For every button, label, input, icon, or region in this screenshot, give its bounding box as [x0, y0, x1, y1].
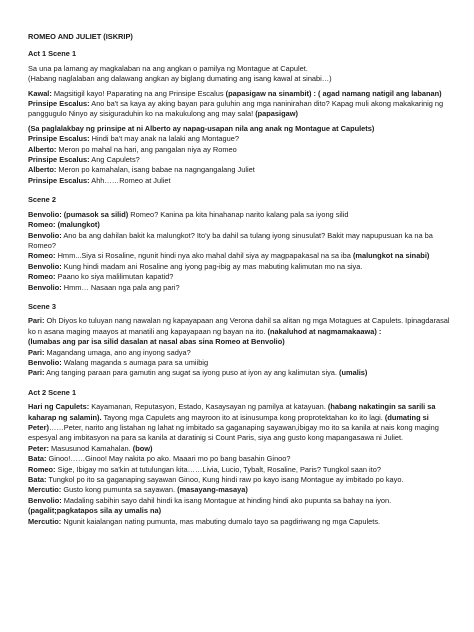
dialogue-line: [28, 496, 456, 506]
dialogue-text: Ginoo!……Ginoo! May nakita po ako. Maaari mo po bang basahin Ginoo?: [46, 454, 291, 464]
scene2: [28, 195, 456, 293]
dialogue-text: Kung hindi madam ani Rosaline ang iyong pag-ibig ay mas mabuting kalimutan mo na siya.: [61, 261, 363, 271]
speaker-name: Romeo:: [28, 272, 56, 282]
speaker-name: Prinsipe Escalus:: [28, 134, 90, 144]
stage-direction: (habang nakatingin sa sarili sa kaharap ng salamin).: [28, 402, 436, 422]
stage-direction: (pagalit;pagkatapos sila ay umalis na): [28, 506, 162, 516]
dialogue-text: Romeo? Kanina pa kita hinahanap narito kalang pala sa iyong silid: [128, 209, 349, 219]
dialogue-text: Kayamanan, Reputasyon, Estado, Kasaysayan ng pamilya at katayuan.: [89, 402, 328, 412]
stage-direction: (malungkot): [55, 220, 100, 230]
speaker-name: Benvolio:: [28, 357, 62, 367]
stage-direction: (nakaluhod at nagmamakaawa) :: [267, 326, 382, 336]
speaker-name: Bata:: [28, 454, 47, 464]
dialogue-line: [28, 283, 456, 293]
speaker-name: Benvolio:: [28, 495, 62, 505]
stage-direction: (papasigaw): [255, 109, 298, 119]
speaker-name: Romeo:: [28, 220, 56, 230]
stage-direction: (masayang-masaya): [177, 485, 248, 495]
dialogue-text: Magsitigil kayo! Paparating na ang Prinsipe Escalus: [51, 88, 226, 98]
dialogue-line: [28, 176, 456, 186]
dialogue-text: Ngunit kaialangan nating pumunta, mas mabuting dumalo tayo sa pagdiriwang ng mga Capulets.: [61, 516, 381, 526]
dialogue-text: Ano ba't sa kaya ay aking bayan para guluhin ang mga naninirahan dito? Kapag muli akong makakarinig ng panggugulo Ninyo ay sisiguraduhin ko na makukulong ang may sala!: [28, 99, 444, 119]
dialogue-text: Hmm...Siya si Rosaline, ngunit hindi nya ako mahal dahil siya ay magpapakasal na sa iba: [55, 251, 353, 261]
stage-direction: (pumasok sa silid): [61, 209, 129, 219]
speaker-name: Kawal:: [28, 88, 52, 98]
dialogue-line: [28, 358, 456, 368]
act1-scene1: [28, 49, 456, 186]
dialogue-line: [28, 262, 456, 272]
dialogue-line: [28, 99, 456, 120]
dialogue-text: Meron po kamahalan, isang babae na nagngangalang Juliet: [56, 165, 255, 175]
stage-direction: (papasigaw na sinambit) : ( agad namang natigil ang labanan): [225, 88, 442, 98]
document-title: ROMEO AND JULIET (ISKRIP): [28, 32, 133, 41]
speaker-name: Prinsipe Escalus:: [28, 155, 90, 165]
speaker-name: Mercutio:: [28, 485, 62, 495]
speaker-name: Prinsipe Escalus:: [28, 175, 90, 185]
dialogue-line: [28, 517, 456, 527]
dialogue-text: Hmm… Nasaan nga pala ang pari?: [61, 282, 180, 292]
dialogue-text: Ano ba ang dahilan bakit ka malungkot? Ito'y ba dahil sa tulang iyong sinusulat? Bakit may napupusuan ka na ba Romeo?: [28, 230, 433, 250]
dialogue-text: Ahh……Romeo at Juliet: [89, 175, 171, 185]
dialogue-text: Tungkol po ito sa gaganaping sayawan Ginoo, Kung hindi raw po kayo isang Montague ay imbitado po kayo.: [46, 475, 404, 485]
scene3: [28, 302, 456, 379]
stage-direction: (umalis): [339, 368, 368, 378]
dialogue-line: [28, 210, 456, 220]
narration-line: Sa una pa lamang ay magkalaban na ang angkan o pamilya ng Montague at Capulet.: [28, 63, 308, 73]
scene2-heading: Scene 2: [28, 195, 56, 205]
dialogue-text: Madaling sabihin sayo dahil hindi ka isang Montague at hinding hindi ako pupunta sa bahay na iyon.: [61, 495, 392, 505]
stage-direction: (lumabas ang par isa silid dasalan at nasal abas sina Romeo at Benvolio): [28, 337, 285, 347]
dialogue-line: [28, 145, 456, 155]
dialogue-text: Hindi ba't may anak na lalaki ang Montague?: [89, 134, 239, 144]
dialogue-text: Walang maganda s aumaga para sa umiibig: [61, 357, 209, 367]
stage-direction: (malungkot na sinabi): [352, 251, 430, 261]
speaker-name: Benvolio:: [28, 282, 62, 292]
dialogue-text: Oh Diyos ko tuluyan nang nawalan ng kapayapaan ang Verona dahil sa alitan ng mga Motagues at Capulets. Ipinagdarasal ko n asana maging maayos at manatili ang kapayapaan ng bayan na ito.: [28, 316, 450, 336]
dialogue-line: [28, 348, 456, 358]
dialogue-text: Masusunod Kamahalan.: [48, 443, 133, 453]
dialogue-text: Gusto kong pumunta sa sayawan.: [61, 485, 178, 495]
speaker-name: Mercutio:: [28, 516, 62, 526]
scene3-heading: Scene 3: [28, 301, 56, 311]
dialogue-text: Tayong mga Capulets ang mayroon ito at isinusumpa kong proprotektahan ko ito lagi.: [101, 412, 385, 422]
stage-direction: (dumating si Peter): [28, 412, 429, 432]
dialogue-line: [28, 165, 456, 175]
dialogue-line: [28, 454, 456, 464]
speaker-name: Hari ng Capulets:: [28, 402, 90, 412]
dialogue-text: Sige, Ibigay mo sa'kin at tutulungan kita……Livia, Lucio, Tybalt, Rosaline, Paris? Tungkol saan ito?: [55, 464, 381, 474]
dialogue-line: [28, 316, 456, 337]
stage-direction: (bow): [132, 443, 153, 453]
dialogue-text: Ang tanging paraan para gamutin ang sugat sa iyong puso at iyon ay ang kalimutan siya.: [44, 368, 340, 378]
speaker-name: Pari:: [28, 347, 45, 357]
dialogue-line: [28, 444, 456, 454]
speaker-name: Benvolio:: [28, 209, 62, 219]
stage-direction: (Sa paglalakbay ng prinsipe at ni Alberto ay napag-usapan nila ang anak ng Montague at Capulets): [28, 123, 375, 133]
act2-scene1: [28, 388, 456, 527]
dialogue-line: [28, 220, 456, 230]
dialogue-line: [28, 134, 456, 144]
speaker-name: Peter:: [28, 443, 49, 453]
speaker-name: Pari:: [28, 368, 45, 378]
act2-heading: Act 2 Scene 1: [28, 387, 77, 397]
dialogue-line: [28, 465, 456, 475]
dialogue-line: [28, 485, 456, 495]
dialogue-line: [28, 368, 456, 378]
dialogue-line: [28, 272, 456, 282]
speaker-name: Romeo:: [28, 251, 56, 261]
dialogue-text: Ang Capulets?: [89, 155, 140, 165]
dialogue-line: [28, 231, 456, 252]
dialogue-line: [28, 475, 456, 485]
dialogue-text: Paano ko siya malilimutan kapatid?: [55, 272, 174, 282]
dialogue-text: ……Peter, narito ang listahan ng lahat ng imbitado sa gaganaping sayawan,ibigay mo ito sa kanila at nais kong maging espesyal ang imbitasyon na para sa kanila at daratinig si Count Paris, siya ang gusto kong mapangasawa ni Juliet.: [28, 423, 439, 443]
speaker-name: Pari:: [28, 316, 45, 326]
speaker-name: Benvolio:: [28, 261, 62, 271]
dialogue-text: Meron po mahal na hari, ang pangalan niya ay Romeo: [56, 144, 237, 154]
speaker-name: Benvolio:: [28, 230, 62, 240]
speaker-name: Romeo:: [28, 464, 56, 474]
dialogue-line: [28, 251, 456, 261]
dialogue-line: [28, 155, 456, 165]
speaker-name: Prinsipe Escalus:: [28, 99, 90, 109]
dialogue-line: [28, 89, 456, 99]
speaker-name: Alberto:: [28, 144, 57, 154]
dialogue-line: [28, 402, 456, 444]
speaker-name: Alberto:: [28, 165, 57, 175]
narration-line: (Habang naglalaban ang dalawang angkan ay biglang dumating ang isang kawal at sinabi…): [28, 74, 332, 84]
speaker-name: Bata:: [28, 475, 47, 485]
act1-heading: Act 1 Scene 1: [28, 49, 77, 59]
dialogue-text: Magandang umaga, ano ang inyong sadya?: [44, 347, 191, 357]
